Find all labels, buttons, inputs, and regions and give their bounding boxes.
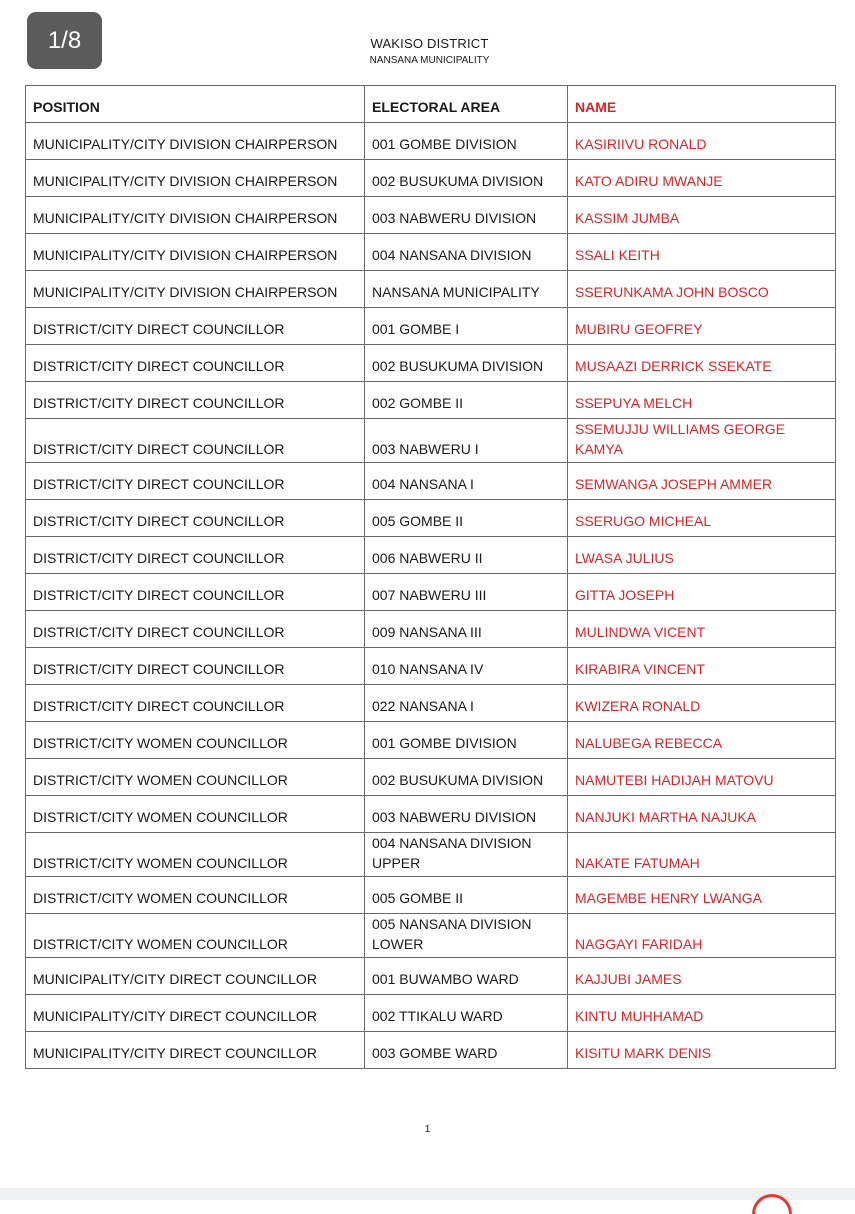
cell-position: MUNICIPALITY/CITY DIVISION CHAIRPERSON — [26, 197, 365, 234]
table-row — [26, 1032, 836, 1069]
cell-electoral-area: 010 NANSANA IV — [365, 648, 568, 685]
cell-electoral-area: 006 NABWERU II — [365, 537, 568, 574]
table-row — [26, 833, 836, 877]
table-row — [26, 722, 836, 759]
table-row — [26, 271, 836, 308]
cell-position: DISTRICT/CITY WOMEN COUNCILLOR — [26, 722, 365, 759]
table-row — [26, 160, 836, 197]
cell-position: DISTRICT/CITY DIRECT COUNCILLOR — [26, 345, 365, 382]
cell-position: DISTRICT/CITY DIRECT COUNCILLOR — [26, 648, 365, 685]
table-row — [26, 611, 836, 648]
cell-position: DISTRICT/CITY DIRECT COUNCILLOR — [26, 537, 365, 574]
cell-electoral-area: 005 NANSANA DIVISION LOWER — [365, 914, 568, 958]
table-row — [26, 648, 836, 685]
table-row — [26, 463, 836, 500]
table-row — [26, 995, 836, 1032]
table-row — [26, 234, 836, 271]
table-row — [26, 345, 836, 382]
cell-name: MAGEMBE HENRY LWANGA — [568, 877, 836, 914]
cell-name: MUSAAZI DERRICK SSEKATE — [568, 345, 836, 382]
cell-name: SSERUGO MICHEAL — [568, 500, 836, 537]
cell-position: DISTRICT/CITY WOMEN COUNCILLOR — [26, 759, 365, 796]
cell-position: MUNICIPALITY/CITY DIVISION CHAIRPERSON — [26, 160, 365, 197]
cell-position: DISTRICT/CITY WOMEN COUNCILLOR — [26, 833, 365, 877]
cell-electoral-area: 005 GOMBE II — [365, 877, 568, 914]
cell-name: KAJJUBI JAMES — [568, 958, 836, 995]
cell-name: NALUBEGA REBECCA — [568, 722, 836, 759]
document-header — [0, 36, 855, 66]
cell-name: KINTU MUHHAMAD — [568, 995, 836, 1032]
cell-position: DISTRICT/CITY DIRECT COUNCILLOR — [26, 463, 365, 500]
cell-name: SSALI KEITH — [568, 234, 836, 271]
cell-electoral-area: 002 BUSUKUMA DIVISION — [365, 160, 568, 197]
table-row — [26, 574, 836, 611]
cell-electoral-area: 007 NABWERU III — [365, 574, 568, 611]
cell-electoral-area: 009 NANSANA III — [365, 611, 568, 648]
cell-position: DISTRICT/CITY DIRECT COUNCILLOR — [26, 611, 365, 648]
table-row — [26, 500, 836, 537]
cell-name: MUBIRU GEOFREY — [568, 308, 836, 345]
cell-name: KASIRIIVU RONALD — [568, 123, 836, 160]
cell-position: MUNICIPALITY/CITY DIVISION CHAIRPERSON — [26, 271, 365, 308]
cell-electoral-area: 004 NANSANA DIVISION — [365, 234, 568, 271]
cell-electoral-area: 001 GOMBE I — [365, 308, 568, 345]
table-row — [26, 382, 836, 419]
table-row — [26, 685, 836, 722]
district-title: WAKISO DISTRICT — [370, 36, 489, 51]
cell-name: SSEPUYA MELCH — [568, 382, 836, 419]
cell-electoral-area: 001 GOMBE DIVISION — [365, 722, 568, 759]
cell-position: DISTRICT/CITY DIRECT COUNCILLOR — [26, 574, 365, 611]
table-row — [26, 914, 836, 958]
cell-name: NAGGAYI FARIDAH — [568, 914, 836, 958]
cell-name: NAMUTEBI HADIJAH MATOVU — [568, 759, 836, 796]
cell-position: MUNICIPALITY/CITY DIRECT COUNCILLOR — [26, 1032, 365, 1069]
cell-electoral-area: 003 GOMBE WARD — [365, 1032, 568, 1069]
cell-position: MUNICIPALITY/CITY DIRECT COUNCILLOR — [26, 958, 365, 995]
page-indicator-badge: 1/8 — [27, 12, 102, 69]
table-row — [26, 197, 836, 234]
column-header-electoral-area: ELECTORAL AREA — [365, 86, 568, 123]
cell-name: KATO ADIRU MWANJE — [568, 160, 836, 197]
cell-position: DISTRICT/CITY DIRECT COUNCILLOR — [26, 382, 365, 419]
cell-electoral-area: 001 BUWAMBO WARD — [365, 958, 568, 995]
cell-name: KIRABIRA VINCENT — [568, 648, 836, 685]
table-row — [26, 308, 836, 345]
cell-position: MUNICIPALITY/CITY DIVISION CHAIRPERSON — [26, 123, 365, 160]
table-row — [26, 123, 836, 160]
bottom-toolbar-strip — [0, 1188, 855, 1200]
cell-electoral-area: 002 TTIKALU WARD — [365, 995, 568, 1032]
cell-electoral-area: 002 BUSUKUMA DIVISION — [365, 345, 568, 382]
column-header-position: POSITION — [26, 86, 365, 123]
cell-name: GITTA JOSEPH — [568, 574, 836, 611]
cell-position: MUNICIPALITY/CITY DIRECT COUNCILLOR — [26, 995, 365, 1032]
cell-position: MUNICIPALITY/CITY DIVISION CHAIRPERSON — [26, 234, 365, 271]
cell-name: SSERUNKAMA JOHN BOSCO — [568, 271, 836, 308]
cell-electoral-area: 003 NABWERU I — [365, 419, 568, 463]
page-number: 1 — [424, 1124, 431, 1135]
cell-electoral-area: 022 NANSANA I — [365, 685, 568, 722]
column-header-name: NAME — [568, 86, 836, 123]
municipality-subtitle: NANSANA MUNICIPALITY — [369, 55, 490, 66]
cell-name: KWIZERA RONALD — [568, 685, 836, 722]
cell-position: DISTRICT/CITY DIRECT COUNCILLOR — [26, 500, 365, 537]
results-table — [25, 85, 836, 1069]
cell-position: DISTRICT/CITY WOMEN COUNCILLOR — [26, 877, 365, 914]
table-row — [26, 759, 836, 796]
cell-position: DISTRICT/CITY WOMEN COUNCILLOR — [26, 796, 365, 833]
cell-position: DISTRICT/CITY DIRECT COUNCILLOR — [26, 419, 365, 463]
cell-electoral-area: 003 NABWERU DIVISION — [365, 197, 568, 234]
cell-name: SEMWANGA JOSEPH AMMER — [568, 463, 836, 500]
table-row — [26, 877, 836, 914]
table-row — [26, 796, 836, 833]
cell-position: DISTRICT/CITY DIRECT COUNCILLOR — [26, 685, 365, 722]
cell-electoral-area: 004 NANSANA I — [365, 463, 568, 500]
cell-name: NANJUKI MARTHA NAJUKA — [568, 796, 836, 833]
table-body — [26, 123, 836, 1069]
cell-electoral-area: 004 NANSANA DIVISION UPPER — [365, 833, 568, 877]
cell-electoral-area: 003 NABWERU DIVISION — [365, 796, 568, 833]
cell-electoral-area: 002 GOMBE II — [365, 382, 568, 419]
table-row — [26, 537, 836, 574]
table-header-row — [26, 86, 836, 123]
cell-name: MULINDWA VICENT — [568, 611, 836, 648]
cell-name: KASSIM JUMBA — [568, 197, 836, 234]
cell-electoral-area: 002 BUSUKUMA DIVISION — [365, 759, 568, 796]
cell-electoral-area: 005 GOMBE II — [365, 500, 568, 537]
cell-name: KISITU MARK DENIS — [568, 1032, 836, 1069]
table-row — [26, 958, 836, 995]
cell-electoral-area: 001 GOMBE DIVISION — [365, 123, 568, 160]
cell-name: LWASA JULIUS — [568, 537, 836, 574]
cell-position: DISTRICT/CITY DIRECT COUNCILLOR — [26, 308, 365, 345]
cell-name: SSEMUJJU WILLIAMS GEORGE KAMYA — [568, 419, 836, 463]
cell-electoral-area: NANSANA MUNICIPALITY — [365, 271, 568, 308]
cell-name: NAKATE FATUMAH — [568, 833, 836, 877]
table-row — [26, 419, 836, 463]
cell-position: DISTRICT/CITY WOMEN COUNCILLOR — [26, 914, 365, 958]
